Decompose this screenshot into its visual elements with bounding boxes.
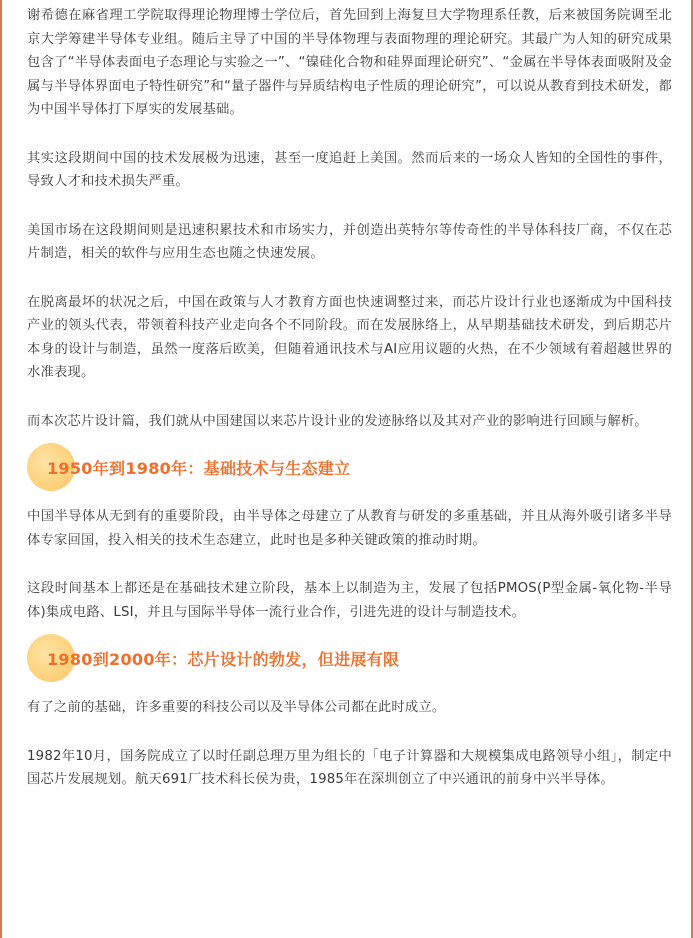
section-heading-1980-2000 <box>27 634 672 686</box>
paragraph-recovery: 在脱离最坏的状况之后，中国在政策与人才教育方面也快速调整过来，而芯片设计行业也逐渐成为中国科技产业的领头代表，带领着科技产业走向各个不同阶段。而在发展脉络上，从早期基础技术研发，到后期芯片本身的设计与制造，虽然一度落后欧美，但随着通讯技术与AI应用议题的火热，在不少领域有着超越世界的水准表现。 <box>27 294 672 380</box>
paragraph-tech-development: 其实这段期间中国的技术发展极为迅速，甚至一度追赶上美国。然而后来的一场众人皆知的全国性的事件，导致人才和技术损失严重。 <box>27 150 672 189</box>
paragraph-section1-b: 这段时间基本上都还是在基础技术建立阶段，基本上以制造为主，发展了包括PMOS(P型金属-氧化物-半导体)集成电路、LSI，并且与国际半导体一流行业合作，引进先进的设计与制造技术。 <box>27 581 672 620</box>
paragraph-us-market: 美国市场在这段期间则是迅速积累技术和市场实力，并创造出英特尔等传奇性的半导体科技厂商，不仅在芯片制造，相关的软件与应用生态也随之快速发展。 <box>27 222 672 261</box>
section-title: 1950年到1980年：基础技术与生态建立 <box>47 459 351 478</box>
section-heading-1950-1980 <box>27 443 672 495</box>
paragraph-section2-a: 有了之前的基础，许多重要的科技公司以及半导体公司都在此时成立。 <box>27 700 446 715</box>
paragraph-series-intro: 而本次芯片设计篇，我们就从中国建国以来芯片设计业的发迹脉络以及其对产业的影响进行回顾与解析。 <box>27 413 648 429</box>
paragraph-section1-a: 中国半导体从无到有的重要阶段，由半导体之母建立了从教育与研发的多重基础，并且从海外吸引诸多半导体专家回国，投入相关的技术生态建立，此时也是多种关键政策的推动时期。 <box>27 509 672 548</box>
article-body <box>27 4 672 792</box>
paragraph-section2-b: 1982年10月，国务院成立了以时任副总理万里为组长的「电子计算器和大规模集成电路领导小组」，制定中国芯片发展规划。航天691厂技术科长侯为贵，1985年在深圳创立了中兴通讯的前身中兴半导体。 <box>27 748 672 787</box>
section-title: 1980到2000年：芯片设计的勃发，但进展有限 <box>47 650 400 669</box>
paragraph-xie-xide: 谢希德在麻省理工学院取得理论物理博士学位后，首先回到上海复旦大学物理系任教，后来被国务院调至北京大学筹建半导体专业组。随后主导了中国的半导体物理与表面物理的理论研究。其最广为人知的研究成果包含了“半导体表面电子态理论与实验之一”、“镍硅化合物和硅界面理论研究”、“金属在半导体表面吸附及金属与半导体界面电子特性研究”和“量子器件与异质结构电子性质的理论研究”，可以说从教育到技术研发，都为中国半导体打下厚实的发展基础。 <box>27 8 672 117</box>
